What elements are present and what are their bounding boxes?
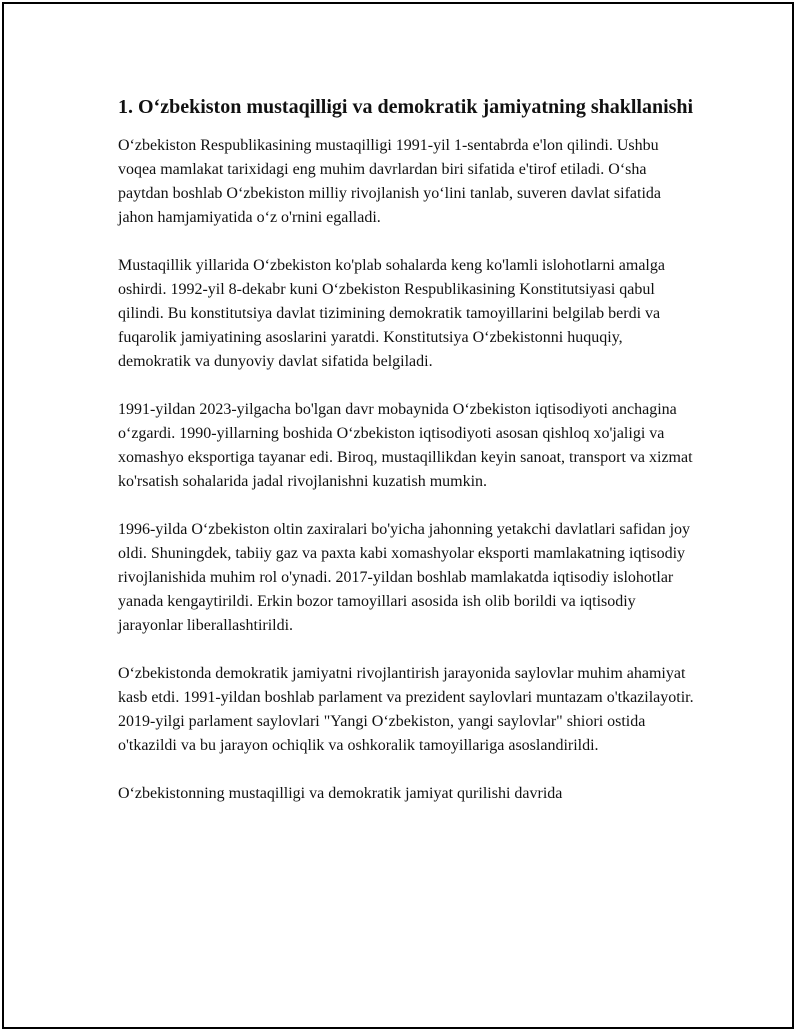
section-heading: 1. O‘zbekiston mustaqilligi va demokratik jamiyatning shakllanishi — [118, 96, 694, 118]
document-body — [118, 94, 698, 830]
paragraph-3: 1991-yildan 2023-yilgacha bo'lgan davr mobaynida O‘zbekiston iqtisodiyoti anchagina o‘zgardi. 1990-yillarning boshida O‘zbekiston iqtisodiyoti asosan qishloq xo'jaligi va xomashyo eksportiga tayanar edi. Biroq, mustaqillikdan keyin sanoat, transport va xizmat ko'rsatish sohalarida jadal rivojlanishni kuzatish mumkin. — [118, 401, 693, 490]
paragraph-5: O‘zbekistonda demokratik jamiyatni rivojlantirish jarayonida saylovlar muhim ahamiyat kasb etdi. 1991-yildan boshlab parlament va prezident saylovlari muntazam o'tkazilayotir. 2019-yilgi parlament saylovlari "Yangi O‘zbekiston, yangi saylovlar" shiori ostida o'tkazildi va bu jarayon ochiqlik va oshkoralik tamoyillariga asoslandirildi. — [118, 665, 694, 754]
paragraph-1: O‘zbekiston Respublikasining mustaqilligi 1991-yil 1-sentabrda e'lon qilindi. Ushbu voqea mamlakat tarixidagi eng muhim davrlardan biri sifatida e'tirof etiladi. O‘sha paytdan boshlab O‘zbekiston milliy rivojlanish yo‘lini tanlab, suveren davlat sifatida jahon hamjamiyatida o‘z o'rnini egalladi. — [118, 137, 661, 226]
paragraph-2: Mustaqillik yillarida O‘zbekiston ko'plab sohalarda keng ko'lamli islohotlarni amalga oshirdi. 1992-yil 8-dekabr kuni O‘zbekiston Respublikasining Konstitutsiyasi qabul qilindi. Bu konstitutsiya davlat tizimining demokratik tamoyillarini belgilab berdi va fuqarolik jamiyatining asoslarini yaratdi. Konstitutsiya O‘zbekistonni huquqiy, demokratik va dunyoviy davlat sifatida belgiladi. — [118, 257, 665, 370]
paragraph-6: O‘zbekistonning mustaqilligi va demokratik jamiyat qurilishi davrida — [118, 785, 563, 802]
paragraph-4: 1996-yilda O‘zbekiston oltin zaxiralari bo'yicha jahonning yetakchi davlatlari safidan joy oldi. Shuningdek, tabiiy gaz va paxta kabi xomashyolar eksporti mamlakatning iqtisodiy rivojlanishida muhim rol o'ynadi. 2017-yildan boshlab mamlakatda iqtisodiy islohotlar yanada kengaytirildi. Erkin bozor tamoyillari asosida ish olib borildi va iqtisodiy jarayonlar liberallashtirildi. — [118, 521, 691, 634]
